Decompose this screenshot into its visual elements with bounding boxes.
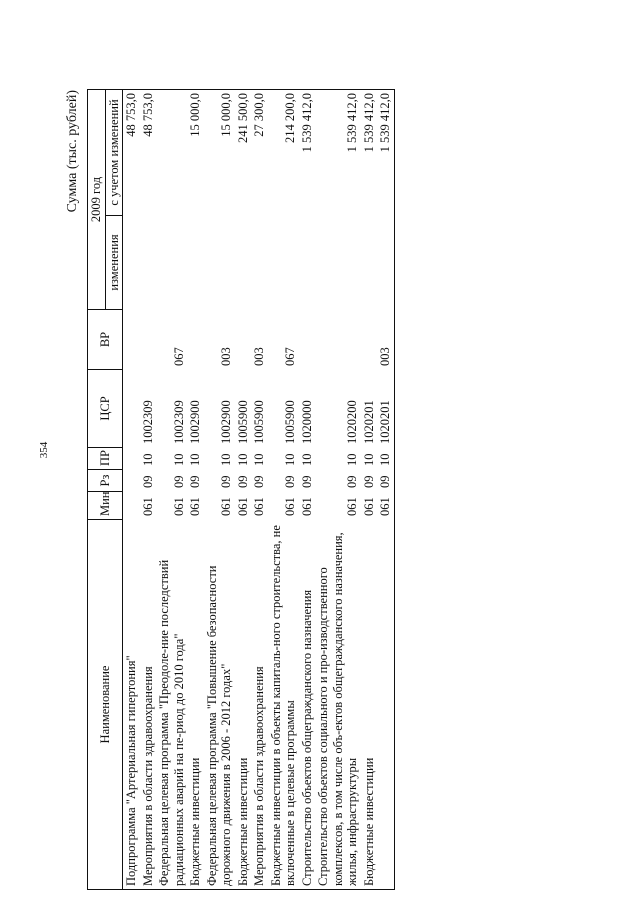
header-pr: ПР bbox=[88, 448, 123, 470]
row-change bbox=[299, 216, 316, 310]
row-name: Бюджетные инвестиции bbox=[361, 520, 378, 890]
row-min bbox=[123, 492, 140, 520]
row-name: Подпрограмма "Артериальная гипертония" bbox=[123, 520, 140, 890]
row-total: 1 539 412,0 bbox=[361, 89, 378, 215]
row-vr bbox=[140, 310, 157, 370]
header-rz: Рз bbox=[88, 470, 123, 492]
row-min: 061 bbox=[188, 497, 202, 516]
row-name: Мероприятия в области здравоохранения bbox=[251, 520, 268, 890]
row-vr: 003 bbox=[377, 310, 394, 370]
row-csr: 1020201 bbox=[361, 400, 376, 444]
row-total: 241 500,0 bbox=[235, 89, 252, 215]
row-csr: 1020200 bbox=[345, 400, 359, 444]
row-total: 15 000,0 bbox=[204, 89, 235, 215]
row-csr: 1002900 bbox=[188, 400, 202, 444]
table-row bbox=[268, 89, 299, 889]
row-rz: 09 bbox=[188, 475, 202, 488]
budget-table-sheet bbox=[65, 90, 607, 890]
unit-label: Сумма (тыс. рублей) bbox=[65, 90, 80, 213]
row-rz: 09 bbox=[235, 475, 250, 488]
row-csr bbox=[123, 370, 140, 448]
row-rz bbox=[123, 470, 140, 492]
row-rz: 09 bbox=[361, 475, 376, 488]
table-row bbox=[187, 89, 204, 889]
row-vr: 067 bbox=[283, 347, 297, 366]
row-csr: 1020000 bbox=[299, 400, 314, 444]
table-row bbox=[140, 89, 157, 889]
row-rz: 09 bbox=[252, 475, 266, 488]
row-pr: 10 bbox=[235, 453, 250, 466]
row-min: 061 bbox=[345, 497, 359, 516]
row-csr: 1005900 bbox=[283, 400, 297, 444]
header-year: 2009 год bbox=[88, 89, 106, 309]
row-total: 1 539 412,0 bbox=[315, 89, 361, 215]
row-total: 15 000,0 bbox=[187, 89, 204, 215]
budget-table bbox=[87, 89, 395, 890]
row-change bbox=[204, 216, 235, 310]
row-name: Бюджетные инвестиции в объекты капиталь-ного строительства, не включенные в целевые программы bbox=[268, 520, 299, 890]
row-vr bbox=[299, 310, 316, 370]
table-row bbox=[204, 89, 235, 889]
row-vr: 003 bbox=[252, 347, 266, 366]
row-rz: 09 bbox=[345, 475, 359, 488]
row-vr: 067 bbox=[171, 347, 186, 366]
row-min: 061 bbox=[235, 497, 250, 516]
table-row bbox=[377, 89, 394, 889]
row-total: 1 539 412,0 bbox=[299, 89, 316, 215]
row-min: 061 bbox=[361, 497, 376, 516]
row-total: 1 539 412,0 bbox=[377, 89, 394, 215]
row-vr bbox=[187, 310, 204, 370]
header-total: с учетом изменений bbox=[105, 89, 123, 215]
row-pr: 10 bbox=[171, 453, 186, 466]
row-change bbox=[268, 216, 299, 310]
row-pr: 10 bbox=[188, 453, 202, 466]
row-name: Бюджетные инвестиции bbox=[235, 520, 252, 890]
row-total: 27 300,0 bbox=[251, 89, 268, 215]
row-rz: 09 bbox=[171, 475, 186, 488]
row-min: 061 bbox=[299, 497, 314, 516]
row-change bbox=[315, 216, 361, 310]
table-row bbox=[235, 89, 252, 889]
row-csr: 1002309 bbox=[140, 400, 155, 444]
row-min: 061 bbox=[140, 497, 155, 516]
row-csr: 1005900 bbox=[235, 400, 250, 444]
table-row bbox=[315, 89, 361, 889]
row-csr: 1002900 bbox=[219, 400, 233, 444]
row-change bbox=[123, 216, 140, 310]
row-min: 061 bbox=[283, 497, 297, 516]
row-name bbox=[377, 520, 394, 890]
row-csr: 1002309 bbox=[171, 400, 186, 444]
row-change bbox=[187, 216, 204, 310]
row-vr bbox=[361, 310, 378, 370]
table-row bbox=[299, 89, 316, 889]
row-rz: 09 bbox=[377, 470, 394, 492]
row-rz: 09 bbox=[219, 475, 233, 488]
row-pr: 10 bbox=[219, 453, 233, 466]
header-vr: ВР bbox=[88, 310, 123, 370]
row-change bbox=[156, 216, 187, 310]
row-pr: 10 bbox=[377, 448, 394, 470]
row-total: 214 200,0 bbox=[268, 89, 299, 215]
row-change bbox=[377, 216, 394, 310]
table-row bbox=[361, 89, 378, 889]
row-rz: 09 bbox=[140, 475, 155, 488]
row-change bbox=[140, 216, 157, 310]
row-vr bbox=[235, 310, 252, 370]
row-pr: 10 bbox=[140, 453, 155, 466]
row-min: 061 bbox=[377, 492, 394, 520]
row-vr: 003 bbox=[219, 347, 233, 366]
row-pr: 10 bbox=[299, 453, 314, 466]
row-name: Строительство объектов социального и про-изводственного комплексов, в том числе объ-ектов общегражданского назначения, жилья, инфраструктуры bbox=[315, 520, 361, 890]
row-pr: 10 bbox=[283, 453, 297, 466]
row-pr: 10 bbox=[361, 453, 376, 466]
row-vr bbox=[123, 310, 140, 370]
row-change bbox=[235, 216, 252, 310]
row-rz: 09 bbox=[283, 475, 297, 488]
row-csr: 1020201 bbox=[377, 370, 394, 448]
row-name: Федеральная целевая программа "Повышение безопасности дорожного движения в 2006 - 2012 годах" bbox=[204, 520, 235, 890]
row-total: 48 753,0 bbox=[140, 89, 157, 215]
header-min: Мин bbox=[88, 492, 123, 520]
row-vr bbox=[315, 310, 361, 370]
row-name: Бюджетные инвестиции bbox=[187, 520, 204, 890]
row-total: 48 753,0 bbox=[123, 89, 140, 215]
row-change bbox=[251, 216, 268, 310]
table-row bbox=[251, 89, 268, 889]
row-name: Строительство объектов общегражданского назначения bbox=[299, 520, 316, 890]
row-min: 061 bbox=[219, 497, 233, 516]
row-pr bbox=[123, 448, 140, 470]
page-number: 354 bbox=[38, 441, 50, 459]
table-row bbox=[123, 89, 140, 889]
row-pr: 10 bbox=[252, 453, 266, 466]
table-row bbox=[156, 89, 187, 889]
row-pr: 10 bbox=[345, 453, 359, 466]
row-total bbox=[156, 89, 187, 215]
row-name: Мероприятия в области здравоохранения bbox=[140, 520, 157, 890]
row-min: 061 bbox=[171, 497, 186, 516]
row-rz: 09 bbox=[299, 475, 314, 488]
header-csr: ЦСР bbox=[88, 370, 123, 448]
row-name: Федеральная целевая программа "Преодоле-ние последствий радиационных аварий на пе-риод до 2010 года" bbox=[156, 520, 187, 890]
row-csr: 1005900 bbox=[252, 400, 266, 444]
row-min: 061 bbox=[252, 497, 266, 516]
row-change bbox=[361, 216, 378, 310]
header-change: изменения bbox=[105, 216, 123, 310]
header-name: Наименование bbox=[88, 520, 123, 890]
